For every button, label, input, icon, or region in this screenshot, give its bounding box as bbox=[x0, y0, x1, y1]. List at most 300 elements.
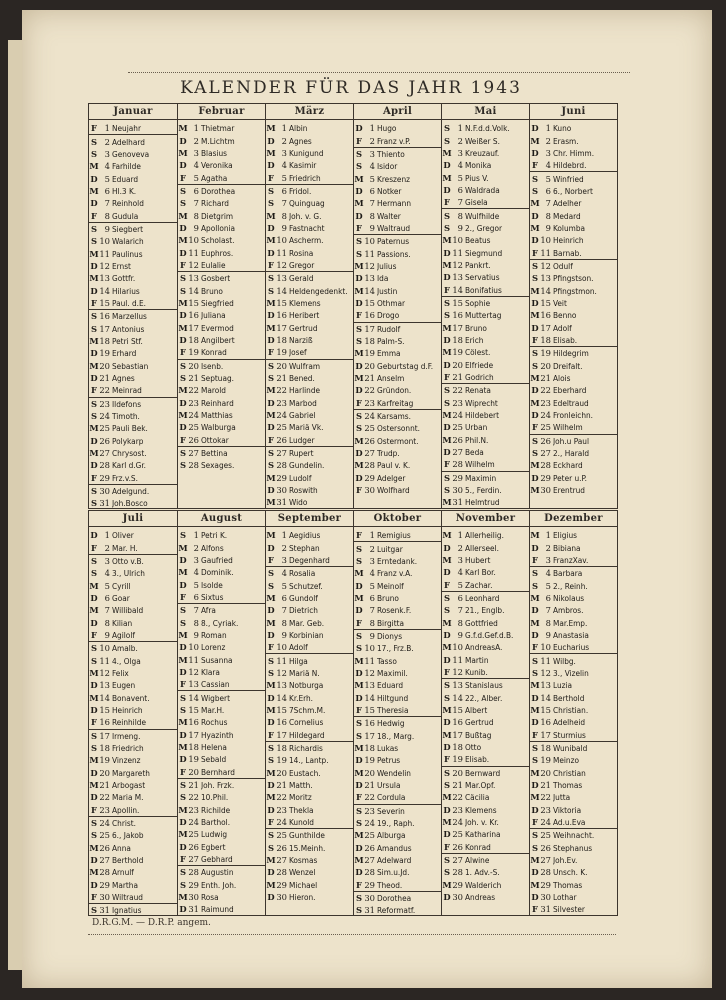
day-number: 25 bbox=[364, 830, 375, 841]
day-number: 20 bbox=[364, 360, 375, 371]
saint-name: Ostermont. bbox=[377, 435, 419, 446]
day-number: 12 bbox=[364, 667, 375, 678]
day-number: 27 bbox=[99, 448, 110, 459]
weekday-letter: M bbox=[530, 680, 540, 691]
saint-name: 4., Olga bbox=[112, 655, 141, 666]
day-row bbox=[354, 397, 441, 409]
weekday-letter: S bbox=[179, 867, 187, 878]
day-row bbox=[530, 767, 617, 779]
saint-name: Quinguag bbox=[289, 198, 325, 209]
weekday-letter: S bbox=[90, 236, 98, 247]
weekday-letter: S bbox=[90, 743, 98, 754]
day-row bbox=[354, 555, 441, 567]
day-number: 20 bbox=[276, 360, 287, 371]
day-row bbox=[89, 122, 177, 134]
weekday-letter: F bbox=[180, 434, 186, 445]
day-number: 24 bbox=[452, 817, 463, 828]
saint-name: Augustin bbox=[201, 867, 234, 878]
saint-name: Godrich bbox=[465, 372, 494, 383]
day-row bbox=[89, 435, 177, 447]
day-row bbox=[266, 579, 353, 591]
weekday-letter: D bbox=[443, 447, 451, 458]
weekday-letter: S bbox=[443, 485, 451, 496]
weekday-letter: F bbox=[532, 729, 538, 740]
weekday-letter: D bbox=[531, 692, 539, 703]
saint-name: Kolumba bbox=[553, 222, 586, 233]
day-number: 30 bbox=[540, 485, 551, 496]
day-number: 15 bbox=[276, 297, 287, 308]
day-row bbox=[442, 471, 529, 484]
weekday-letter: F bbox=[91, 804, 97, 815]
weekday-letter: F bbox=[91, 629, 97, 640]
day-number: 17 bbox=[276, 322, 287, 333]
saint-name: Heribert bbox=[289, 310, 320, 321]
day-row bbox=[530, 297, 617, 309]
weekday-letter: S bbox=[355, 248, 363, 259]
weekday-letter: M bbox=[89, 780, 99, 791]
weekday-letter: M bbox=[354, 767, 364, 778]
day-number: 16 bbox=[276, 717, 287, 728]
day-number: 18 bbox=[188, 335, 199, 346]
day-row bbox=[354, 829, 441, 841]
saint-name: Lothar bbox=[553, 892, 577, 903]
day-row bbox=[354, 716, 441, 729]
saint-name: Hiltgund bbox=[377, 692, 409, 703]
day-row bbox=[178, 591, 265, 603]
day-number: 20 bbox=[99, 360, 110, 371]
day-number: 5 bbox=[104, 580, 110, 591]
saint-name: Raimund bbox=[201, 904, 234, 915]
day-row bbox=[530, 472, 617, 484]
day-row bbox=[530, 334, 617, 346]
saint-name: Wendelin bbox=[377, 767, 411, 778]
day-number: 29 bbox=[364, 879, 375, 890]
weekday-letter: S bbox=[179, 792, 187, 803]
day-row bbox=[530, 779, 617, 791]
month-name: Mai bbox=[442, 104, 529, 120]
saint-name: Erich bbox=[465, 335, 484, 346]
weekday-letter: D bbox=[90, 348, 98, 359]
weekday-letter: M bbox=[530, 485, 540, 496]
day-number: 14 bbox=[188, 285, 199, 296]
saint-name: Kreuzauf. bbox=[465, 147, 500, 158]
saint-name: Heinrich bbox=[112, 704, 143, 715]
weekday-letter: S bbox=[531, 667, 539, 678]
saint-name: Rupert bbox=[289, 448, 314, 459]
weekday-letter: D bbox=[355, 667, 363, 678]
weekday-letter: S bbox=[90, 818, 98, 829]
day-row bbox=[89, 347, 177, 359]
saint-name: Ludwig bbox=[201, 829, 228, 840]
saint-name: Bonifatius bbox=[465, 284, 502, 295]
weekday-letter: D bbox=[443, 359, 451, 370]
day-row bbox=[442, 766, 529, 779]
saint-name: Meinzo bbox=[553, 755, 579, 766]
day-row bbox=[442, 616, 529, 628]
weekday-letter: M bbox=[178, 147, 188, 158]
day-number: 26 bbox=[188, 434, 199, 445]
day-number: 4 bbox=[281, 160, 287, 171]
weekday-letter: S bbox=[90, 568, 98, 579]
month-column bbox=[89, 104, 177, 508]
month-column bbox=[441, 104, 529, 508]
day-row bbox=[442, 147, 529, 159]
day-number: 26 bbox=[540, 435, 551, 446]
day-row bbox=[89, 866, 177, 878]
weekday-letter: S bbox=[90, 148, 98, 159]
weekday-letter: M bbox=[442, 617, 452, 628]
day-number: 12 bbox=[276, 259, 287, 270]
day-row bbox=[178, 578, 265, 590]
saint-name: Harlinde bbox=[289, 385, 321, 396]
saint-name: Anastasia bbox=[553, 629, 589, 640]
day-row bbox=[89, 384, 177, 396]
saint-name: Moritz bbox=[289, 792, 312, 803]
saint-name: Schutzef. bbox=[289, 580, 323, 591]
day-number: 16 bbox=[188, 310, 199, 321]
day-row bbox=[354, 579, 441, 591]
day-number: 20 bbox=[452, 767, 463, 778]
day-row bbox=[354, 667, 441, 679]
saint-name: Wilbg. bbox=[553, 655, 576, 666]
day-number: 12 bbox=[540, 667, 551, 678]
day-number: 17 bbox=[540, 729, 551, 740]
weekday-letter: M bbox=[530, 373, 540, 384]
saint-name: Kunib. bbox=[465, 666, 488, 677]
weekday-letter: D bbox=[179, 642, 187, 653]
weekday-letter: F bbox=[356, 792, 362, 803]
saint-name: Unsch. K. bbox=[553, 867, 588, 878]
day-number: 4 bbox=[193, 567, 199, 578]
day-row bbox=[530, 397, 617, 409]
weekday-letter: M bbox=[266, 235, 276, 246]
day-number: 16 bbox=[99, 311, 110, 322]
day-row bbox=[442, 484, 529, 496]
day-number: 6 bbox=[369, 592, 375, 603]
day-row bbox=[530, 641, 617, 653]
day-row bbox=[442, 234, 529, 246]
day-number: 7 bbox=[369, 605, 375, 616]
weekday-letter: M bbox=[354, 855, 364, 866]
day-number: 12 bbox=[188, 666, 199, 677]
weekday-letter: D bbox=[531, 717, 539, 728]
day-row bbox=[354, 642, 441, 654]
day-number: 5 bbox=[545, 173, 551, 184]
day-row bbox=[178, 421, 265, 433]
day-number: 25 bbox=[364, 423, 375, 434]
day-number: 21 bbox=[540, 780, 551, 791]
saint-name: Ludolf bbox=[289, 472, 312, 483]
weekday-letter: D bbox=[443, 184, 451, 195]
saint-name: 14., Lantp. bbox=[289, 755, 329, 766]
day-number: 18 bbox=[364, 336, 375, 347]
day-number: 19 bbox=[364, 755, 375, 766]
day-number: 13 bbox=[364, 273, 375, 284]
saint-name: Klemens bbox=[289, 297, 321, 308]
day-row bbox=[266, 322, 353, 334]
weekday-letter: S bbox=[90, 498, 98, 509]
day-row bbox=[89, 472, 177, 484]
weekday-letter: M bbox=[442, 434, 452, 445]
saint-name: Veronika bbox=[201, 160, 233, 171]
weekday-letter: S bbox=[355, 805, 363, 816]
day-row bbox=[89, 422, 177, 434]
saint-name: Trudp. bbox=[377, 448, 400, 459]
weekday-letter: M bbox=[354, 743, 364, 754]
day-number: 19 bbox=[540, 755, 551, 766]
weekday-letter: M bbox=[442, 497, 452, 508]
saint-name: Joh.Ev. bbox=[553, 855, 578, 866]
saint-name: Drogo bbox=[377, 310, 400, 321]
day-number: 13 bbox=[540, 680, 551, 691]
saint-name: Agnes bbox=[112, 373, 135, 384]
day-row bbox=[530, 866, 617, 878]
day-row bbox=[442, 171, 529, 183]
day-row bbox=[178, 309, 265, 321]
weekday-letter: M bbox=[354, 830, 364, 841]
saint-name: Benno bbox=[553, 310, 577, 321]
day-number: 25 bbox=[540, 422, 551, 433]
day-row bbox=[178, 334, 265, 346]
saint-name: G.f.d.Gef.d.B. bbox=[465, 629, 514, 640]
day-row bbox=[178, 616, 265, 628]
weekday-letter: M bbox=[530, 767, 540, 778]
day-row bbox=[266, 854, 353, 866]
saint-name: 6., Jakob bbox=[112, 830, 144, 841]
saint-name: Bernhard bbox=[201, 766, 235, 777]
saint-name: Edeltraud bbox=[553, 397, 589, 408]
saint-name: Pauli Bek. bbox=[112, 423, 148, 434]
day-row bbox=[89, 592, 177, 604]
saint-name: Ida bbox=[377, 273, 389, 284]
day-number: 3 bbox=[369, 148, 375, 159]
top-dotted-line bbox=[128, 72, 630, 73]
weekday-letter: D bbox=[443, 567, 451, 578]
day-row bbox=[266, 359, 353, 372]
weekday-letter: F bbox=[444, 372, 450, 383]
day-number: 17 bbox=[99, 323, 110, 334]
weekday-letter: D bbox=[267, 135, 275, 146]
weekday-letter: F bbox=[532, 247, 538, 258]
saint-name: Richard bbox=[201, 198, 229, 209]
weekday-letter: D bbox=[90, 260, 98, 271]
day-number: 6 bbox=[281, 592, 287, 603]
weekday-letter: S bbox=[355, 543, 363, 554]
weekday-letter: M bbox=[530, 855, 540, 866]
day-row bbox=[530, 891, 617, 903]
saint-name: Afra bbox=[201, 605, 216, 616]
day-number: 11 bbox=[188, 247, 199, 258]
weekday-letter: S bbox=[355, 148, 363, 159]
day-number: 30 bbox=[99, 892, 110, 903]
day-row bbox=[178, 778, 265, 791]
saint-name: Hildebrd. bbox=[553, 160, 587, 171]
day-number: 12 bbox=[452, 259, 463, 270]
weekday-letter: D bbox=[355, 580, 363, 591]
day-row bbox=[442, 383, 529, 396]
day-row bbox=[442, 529, 529, 541]
day-number: 5 bbox=[457, 579, 463, 590]
day-row bbox=[442, 283, 529, 295]
day-row bbox=[530, 185, 617, 197]
weekday-letter: S bbox=[90, 398, 98, 409]
day-row bbox=[266, 197, 353, 209]
weekday-letter: M bbox=[178, 123, 188, 134]
day-number: 31 bbox=[188, 904, 199, 915]
saint-name: Pfingstmon. bbox=[553, 285, 597, 296]
day-row bbox=[442, 184, 529, 196]
day-number: 8 bbox=[457, 210, 463, 221]
weekday-letter: F bbox=[532, 642, 538, 653]
day-row bbox=[354, 754, 441, 766]
day-row bbox=[178, 690, 265, 703]
day-row bbox=[89, 397, 177, 410]
weekday-letter: F bbox=[91, 297, 97, 308]
day-number: 1 bbox=[193, 530, 199, 541]
day-number: 5 bbox=[104, 173, 110, 184]
day-number: 29 bbox=[276, 472, 287, 483]
weekday-letter: S bbox=[531, 755, 539, 766]
weekday-letter: F bbox=[532, 904, 538, 915]
day-number: 8 bbox=[193, 617, 199, 628]
saint-name: Servatius bbox=[465, 272, 500, 283]
month-column bbox=[177, 104, 265, 508]
day-row bbox=[354, 854, 441, 866]
weekday-letter: M bbox=[354, 285, 364, 296]
weekday-letter: F bbox=[532, 160, 538, 171]
weekday-letter: S bbox=[531, 743, 539, 754]
day-number: 22 bbox=[276, 385, 287, 396]
day-number: 24 bbox=[99, 818, 110, 829]
month-column bbox=[265, 104, 353, 508]
saint-name: Katharina bbox=[465, 829, 501, 840]
weekday-letter: M bbox=[266, 385, 276, 396]
saint-name: Konrad bbox=[465, 841, 491, 852]
day-row bbox=[178, 666, 265, 678]
day-row bbox=[266, 566, 353, 579]
day-row bbox=[178, 766, 265, 778]
day-row bbox=[178, 209, 265, 221]
day-number: 14 bbox=[540, 285, 551, 296]
weekday-letter: S bbox=[267, 360, 275, 371]
saint-name: Adelgund. bbox=[112, 486, 150, 497]
weekday-letter: M bbox=[354, 460, 364, 471]
saint-name: Kr.Erh. bbox=[289, 692, 313, 703]
day-row bbox=[178, 197, 265, 209]
saint-name: Reformatf. bbox=[377, 905, 416, 916]
day-row bbox=[442, 641, 529, 653]
day-row bbox=[266, 879, 353, 891]
day-row bbox=[530, 309, 617, 321]
saint-name: Karl d.Gr. bbox=[112, 460, 146, 471]
day-number: 2 bbox=[545, 542, 551, 553]
day-number: 29 bbox=[99, 879, 110, 890]
saint-name: 3., Ulrich bbox=[112, 568, 145, 579]
saint-name: Joh.u Paul bbox=[553, 435, 589, 446]
saint-name: Ludger bbox=[289, 434, 315, 445]
weekday-letter: M bbox=[89, 667, 99, 678]
weekday-letter: S bbox=[531, 348, 539, 359]
weekday-letter: D bbox=[90, 460, 98, 471]
day-number: 30 bbox=[364, 893, 375, 904]
weekday-letter: S bbox=[531, 173, 539, 184]
day-number: 28 bbox=[99, 867, 110, 878]
day-number: 17 bbox=[452, 322, 463, 333]
saint-name: Gosbert bbox=[201, 273, 231, 284]
day-number: 25 bbox=[188, 422, 199, 433]
weekday-letter: F bbox=[356, 310, 362, 321]
day-number: 16 bbox=[276, 310, 287, 321]
weekday-letter: S bbox=[355, 555, 363, 566]
day-row bbox=[354, 541, 441, 554]
day-row bbox=[354, 679, 441, 691]
day-number: 3 bbox=[281, 554, 287, 565]
weekday-letter: M bbox=[178, 717, 188, 728]
day-number: 25 bbox=[540, 830, 551, 841]
weekday-letter: M bbox=[178, 629, 188, 640]
weekday-letter: D bbox=[90, 592, 98, 603]
day-row bbox=[442, 346, 529, 358]
weekday-letter: D bbox=[90, 173, 98, 184]
saint-name: Margareth bbox=[112, 767, 150, 778]
weekday-letter: S bbox=[443, 135, 451, 146]
weekday-letter: S bbox=[90, 905, 98, 916]
saint-name: Ambros. bbox=[553, 605, 584, 616]
day-number: 2 bbox=[281, 135, 287, 146]
weekday-letter: M bbox=[266, 472, 276, 483]
day-number: 28 bbox=[540, 867, 551, 878]
day-number: 9 bbox=[545, 629, 551, 640]
saint-name: Veit bbox=[553, 297, 567, 308]
saint-name: Pankrt. bbox=[465, 259, 491, 270]
saint-name: Bonavent. bbox=[112, 692, 150, 703]
saint-name: Cyrill bbox=[112, 580, 131, 591]
saint-name: Agatha bbox=[201, 172, 228, 183]
saint-name: Maximin bbox=[465, 472, 497, 483]
saint-name: Klara bbox=[201, 666, 220, 677]
day-number: 6 bbox=[545, 185, 551, 196]
month-column bbox=[89, 511, 177, 915]
day-row bbox=[530, 667, 617, 679]
saint-name: Waltraud bbox=[377, 222, 411, 233]
weekday-letter: D bbox=[531, 123, 539, 134]
day-number: 13 bbox=[188, 273, 199, 284]
saint-name: 5., Ferdin. bbox=[465, 485, 502, 496]
day-number: 10 bbox=[99, 643, 110, 654]
day-number: 19 bbox=[188, 347, 199, 358]
saint-name: 22., Alber. bbox=[465, 692, 503, 703]
saint-name: Goar bbox=[112, 592, 130, 603]
weekday-letter: D bbox=[443, 542, 451, 553]
day-row bbox=[266, 234, 353, 246]
day-row bbox=[442, 208, 529, 221]
saint-name: Hildegrim bbox=[553, 348, 589, 359]
saint-name: Wigbert bbox=[201, 692, 230, 703]
weekday-letter: F bbox=[444, 459, 450, 470]
day-number: 29 bbox=[540, 472, 551, 483]
weekday-letter: S bbox=[355, 411, 363, 422]
weekday-letter: D bbox=[355, 210, 363, 221]
weekday-letter: F bbox=[180, 766, 186, 777]
weekday-letter: D bbox=[179, 222, 187, 233]
saint-name: Degenhard bbox=[289, 554, 330, 565]
day-row bbox=[530, 592, 617, 604]
saint-name: Gundolf bbox=[289, 592, 318, 603]
day-row bbox=[266, 346, 353, 358]
saint-name: Rudolf bbox=[377, 323, 401, 334]
weekday-letter: F bbox=[268, 729, 274, 740]
weekday-letter: M bbox=[89, 580, 99, 591]
